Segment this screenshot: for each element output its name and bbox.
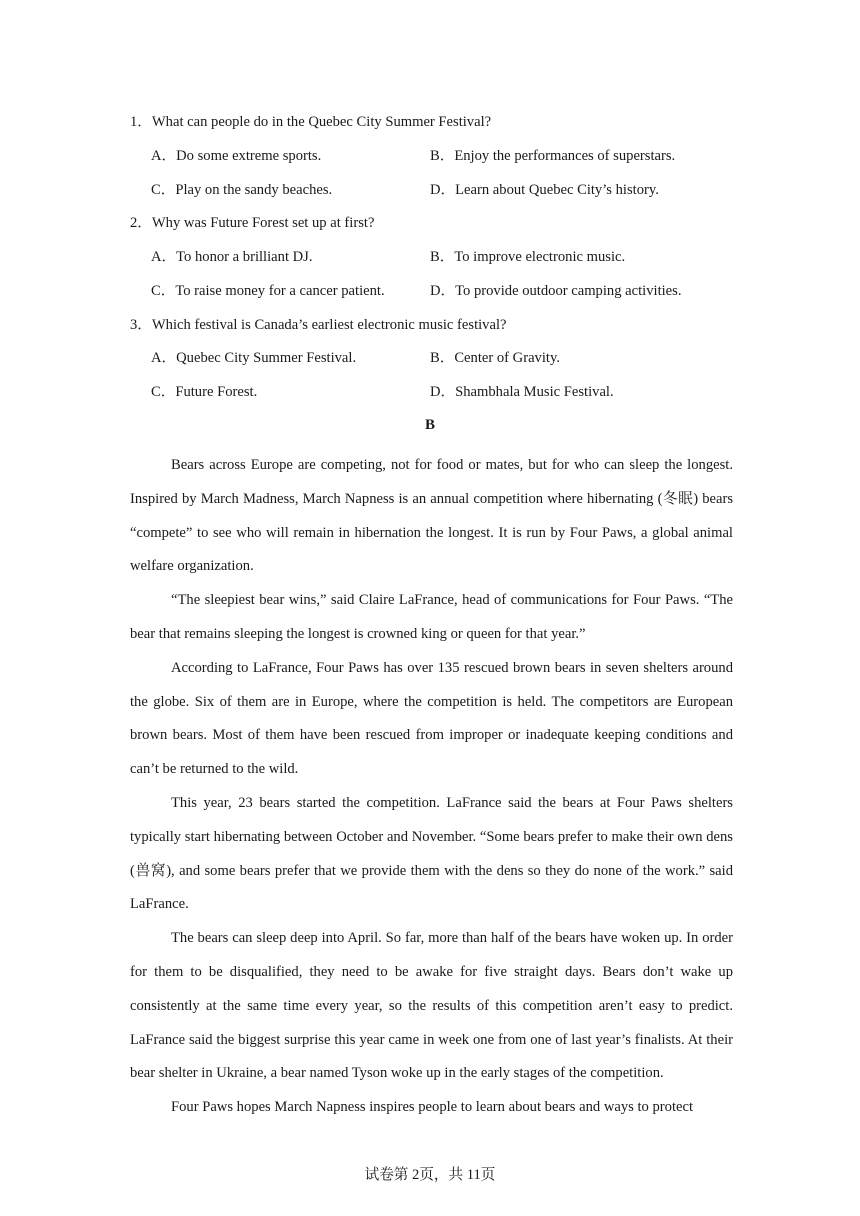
option-d: D．Learn about Quebec City’s history. xyxy=(430,182,659,198)
question-number: 1． xyxy=(130,114,152,130)
passage-paragraph: Bears across Europe are competing, not for food or mates, but for who can sleep the longest. Inspired by March Madness, March Napness is an annual competition where hibernating (冬眠) bears “compete” to see who will remain in hibernation the longest. It is run by Four Paws, a global animal welfare organization. xyxy=(130,457,733,575)
passage-paragraph: According to LaFrance, Four Paws has over 135 rescued brown bears in seven shelters around the globe. Six of them are in Europe, where the competition is held. The competitors are European brown bears. Most of them have been rescued from improper or inadequate keeping conditions and can’t be returned to the wild. xyxy=(130,659,733,778)
passage-paragraph: “The sleepiest bear wins,” said Claire LaFrance, head of communications for Four Paws. “The bear that remains sleeping the longest is crowned king or queen for that year.” xyxy=(130,592,733,642)
section-heading: B xyxy=(424,417,435,433)
option-b: B．Enjoy the performances of superstars. xyxy=(430,148,676,164)
passage-paragraph: The bears can sleep deep into April. So far, more than half of the bears have woken up. In order for them to be disqualified, they need to be awake for five straight days. Bears don’t wake up consistently at the same time every year, so the results of this competition aren’t easy to predict. LaFrance said the biggest surprise this year came in week one from one of last year’s finalists. At their bear shelter in Ukraine, a bear named Tyson woke up in the early stages of the competition. xyxy=(130,930,733,1082)
option-d: D．Shambhala Music Festival. xyxy=(430,384,614,400)
option-a: A．To honor a brilliant DJ. xyxy=(151,249,313,265)
passage-paragraph: This year, 23 bears started the competition. LaFrance said the bears at Four Paws shelters typically start hibernating between October and November. “Some bears prefer to make their own dens (兽窝), and some bears prefer that we provide them with the dens so they do none of the work.” said LaFrance. xyxy=(130,794,733,913)
option-b: B．Center of Gravity. xyxy=(430,350,560,366)
question-1 xyxy=(130,112,491,132)
question-stem: What can people do in the Quebec City Summer Festival? xyxy=(151,114,492,130)
option-a: A．Quebec City Summer Festival. xyxy=(151,350,357,366)
option-c: C．Future Forest. xyxy=(151,384,258,400)
option-d: D．To provide outdoor camping activities. xyxy=(430,283,682,299)
option-a: A．Do some extreme sports. xyxy=(151,148,322,164)
option-c: C．To raise money for a cancer patient. xyxy=(151,283,385,299)
passage-paragraph: Four Paws hopes March Napness inspires people to learn about bears and ways to protect xyxy=(171,1099,694,1116)
question-number: 2． xyxy=(130,215,152,231)
reading-passage xyxy=(130,449,733,1125)
question-stem: Why was Future Forest set up at first? xyxy=(151,215,375,231)
question-2 xyxy=(130,213,374,233)
question-3 xyxy=(130,315,506,335)
question-stem: Which festival is Canada’s earliest electronic music festival? xyxy=(151,317,507,333)
question-number: 3． xyxy=(130,317,152,333)
page-footer: 试卷第 2页，共 11页 xyxy=(364,1167,496,1183)
option-b: B．To improve electronic music. xyxy=(430,249,626,265)
option-c: C．Play on the sandy beaches. xyxy=(151,182,333,198)
